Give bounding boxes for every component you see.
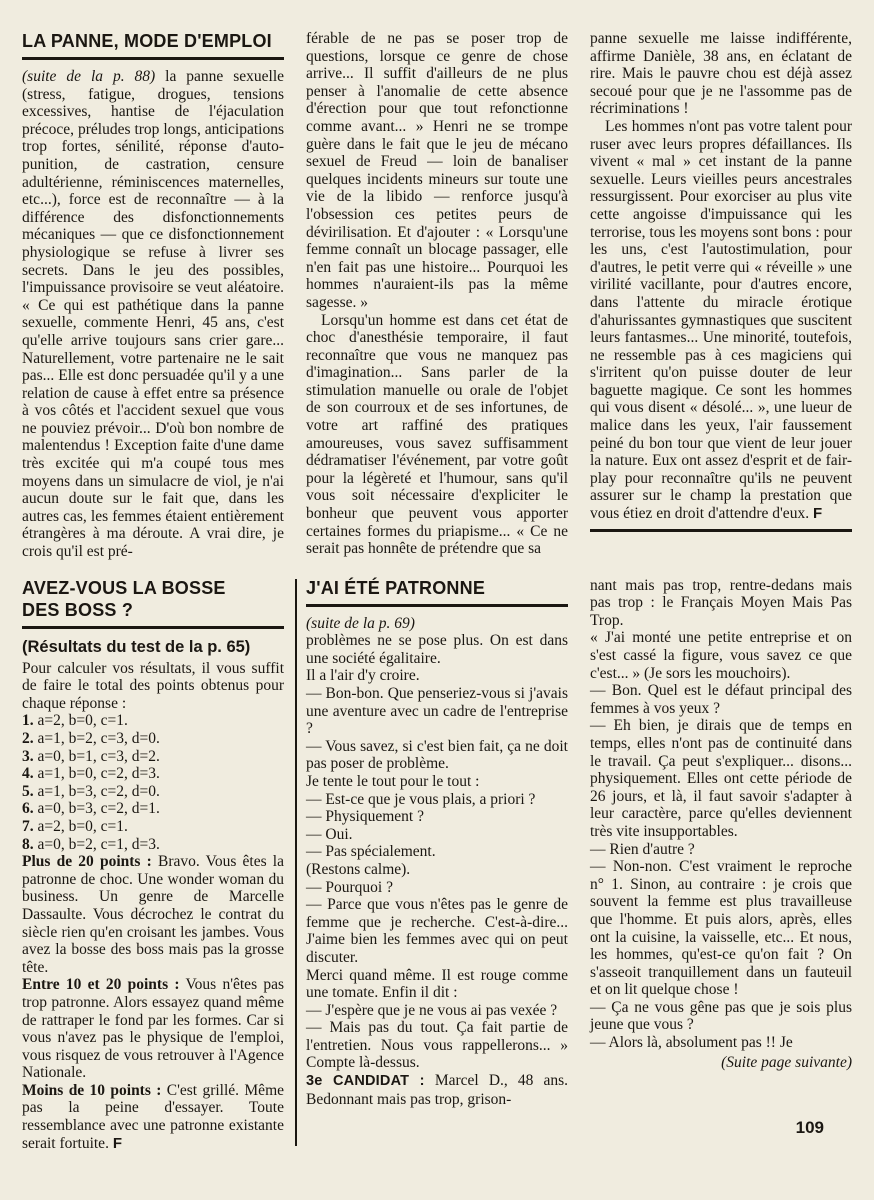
score-number: 2. bbox=[22, 730, 34, 747]
dialogue-line: Merci quand même. Il est rouge comme une tomate. Enfin il dit : bbox=[306, 966, 568, 1002]
bosse-headline-line1: AVEZ-VOUS LA BOSSE bbox=[22, 577, 226, 598]
dialogue-line: nant mais pas trop, rentre-dedans mais pas trop : le Français Moyen Mais Pas Trop. bbox=[590, 576, 852, 629]
score-values: a=2, b=0, c=1. bbox=[37, 712, 128, 730]
candidate-label: 3e CANDIDAT : bbox=[306, 1073, 425, 1090]
patronne-continuation-note: (suite de la p. 69) bbox=[306, 614, 415, 632]
score-number: 5. bbox=[22, 782, 34, 800]
result-label: Moins de 10 points : bbox=[22, 1081, 162, 1099]
dialogue-line: — Parce que vous n'êtes pas le genre de femme que je recherche. C'est-à-dire... J'aime bien les femmes avec qui on peut discuter. bbox=[306, 896, 568, 966]
panne-continuation-note: (suite de la p. 88) bbox=[22, 68, 156, 85]
dialogue-line: — Ça ne vous gêne pas que je sois plus jeune que vous ? bbox=[590, 998, 852, 1034]
dialogue-line: — Pourquoi ? bbox=[306, 878, 393, 896]
dialogue-line: — Rien d'autre ? bbox=[590, 840, 695, 858]
dialogue-line: — Eh bien, je dirais que de temps en temps, elles n'ont pas de continuité dans le travail. Ça peut s'expliquer... disons... physiquement. Elles ont cette période de 26 jours, et là, il faut savoir s'adapter à leur caractère, parce qu'elles deviennent très vite insupportables. bbox=[590, 717, 852, 840]
article-patronne-column-2 bbox=[590, 577, 852, 1153]
result-text: Vous n'êtes pas trop patronne. Alors essayez quand même de rattraper le fond par les formes. Car si vous n'avez pas le physique de l'emploi, vous risquez de vous retrouver à l'Agence Nationale. bbox=[22, 976, 284, 1082]
dialogue-line: — Vous savez, si c'est bien fait, ça ne doit pas poser de problème. bbox=[306, 737, 568, 773]
score-line-5 bbox=[22, 783, 284, 801]
score-line-1 bbox=[22, 712, 284, 730]
dialogue-line: — J'espère que je ne vous ai pas vexée ? bbox=[306, 1001, 558, 1019]
result-label: Entre 10 et 20 points : bbox=[22, 976, 180, 994]
dialogue-line: — Bon. Quel est le défaut principal des femmes à vos yeux ? bbox=[590, 682, 852, 717]
score-number: 1. bbox=[22, 712, 34, 730]
score-number: 3. bbox=[22, 747, 34, 765]
candidate-intro-line bbox=[306, 1072, 568, 1108]
dialogue-line: problèmes ne se pose plus. On est dans une société égalitaire. bbox=[306, 632, 568, 667]
panne-end-rule bbox=[590, 529, 852, 532]
score-line-2 bbox=[22, 730, 284, 748]
panne-column-3 bbox=[590, 30, 852, 561]
bosse-headline bbox=[22, 577, 284, 629]
bottom-section bbox=[22, 577, 852, 1153]
score-number: 6. bbox=[22, 800, 34, 818]
panne-headline bbox=[22, 30, 284, 60]
panne-col2-paragraph-2: Lorsqu'un homme est dans cet état de choc d'anesthésie temporaire, il faut reconnaître que vous ne manquez pas d'imagination... Sans parler de la stimulation manuelle ou orale de l'objet de son courroux et de ses infortunes, de votre art raffiné des pratiques amoureuses, vous savez suffisamment dédramatiser l'événement, par votre goût pour la légèreté et l'humour, sans qu'il vous soit nécessaire d'expliciter le bonheur que peuvent vous apporter certaines formes du priapisme... « Ce ne serait pas honnête de prétendre que sa bbox=[306, 311, 568, 558]
dialogue-line: « J'ai monté une petite entreprise et on s'est cassé la figure, vous savez ce que c'est... » (Je sors les mouchoirs). bbox=[590, 629, 852, 682]
result-10-20 bbox=[22, 976, 284, 1082]
score-values: a=1, b=3, c=2, d=0. bbox=[37, 782, 160, 800]
score-values: a=2, b=0, c=1. bbox=[37, 817, 128, 835]
article-bosse-des-boss bbox=[22, 577, 284, 1153]
score-line-7 bbox=[22, 818, 284, 836]
article-patronne-column-1 bbox=[306, 577, 568, 1153]
score-line-4 bbox=[22, 765, 284, 783]
bosse-end-mark: F bbox=[112, 1134, 122, 1152]
dialogue-line: — Alors là, absolument pas !! Je bbox=[590, 1034, 793, 1052]
bosse-subhead: (Résultats du test de la p. 65) bbox=[22, 637, 251, 656]
panne-col1-paragraph bbox=[22, 68, 284, 561]
result-label: Plus de 20 points : bbox=[22, 853, 152, 871]
panne-column-1 bbox=[22, 30, 284, 561]
score-values: a=1, b=0, c=2, d=3. bbox=[37, 765, 160, 783]
panne-col2-paragraph-1: férable de ne pas se poser trop de questions, lorsque ce genre de chose arrive... Il suffit d'ailleurs de ne plus penser à l'anomalie de cette absence d'érection pour que tout refonctionne comme avant... » Henri ne se trompe guère dans le fait que le jeu de mécano sexuel de Freud — loin de banaliser quelques incidents mineurs sur toute une vie de la libido — renforce jusqu'à l'obsession ces petites peurs de dévirilisation. Et d'ajouter : « Lorsqu'une femme connaît un blocage passager, elle n'en fait pas une histoire... Pourquoi les hommes n'auraient-ils pas la même sagesse. » bbox=[306, 30, 568, 311]
panne-headline-text: LA PANNE, MODE D'EMPLOI bbox=[22, 31, 272, 51]
dialogue-line: — Physiquement ? bbox=[306, 808, 424, 826]
article-la-panne bbox=[22, 30, 852, 561]
dialogue-line: — Est-ce que je vous plais, a priori ? bbox=[306, 790, 536, 808]
patronne-headline-text: J'AI ÉTÉ PATRONNE bbox=[306, 577, 486, 598]
panne-col3-paragraph-1: panne sexuelle me laisse indifférente, affirme Danièle, 38 ans, en éclatant de rire. Mais le pauvre chou est déjà assez secoué pour que je ne l'assomme pas de récriminations ! bbox=[590, 30, 852, 118]
bosse-intro: Pour calculer vos résultats, il vous suffit de faire le total des points obtenus pour chaque réponse : bbox=[22, 659, 284, 712]
panne-col1-text: la panne sexuelle (stress, fatigue, drogues, tensions excessives, hantise de l'éjaculation précoce, préludes trop longs, anticipations trop fortes, sénilité, réponse d'auto-punition, de castration, censure adultérienne, réminiscences maternelles, etc...), force est de reconnaître — à la différence des disfonctionnements mécaniques — que ce disfonctionnement physiologique se refuse à livrer ses secrets. Dans le jeu des possibles, l'impuissance provisoire se veut aléatoire. « Ce qui est pathétique dans la panne sexuelle, commente Henri, 45 ans, c'est qu'elle arrive toujours sans crier gare... Naturellement, votre partenaire ne le sait pas... Elle est donc persuadée qu'il y a une relation de cause à effet entre sa présence à vos côtés et l'accident sexuel que vous ne pouviez prévoir... D'où bon nombre de malentendus ! Exception faite d'une dame très excitée qui m'a coupé tous mes moyens dans un simulacre de viol, je n'ai aucun doute sur le fait que, dans les autres cas, les femmes étaient entièrement étrangères à ma déroute. A vrai dire, je crois qu'il est pré- bbox=[22, 68, 285, 561]
page-number: 109 bbox=[795, 1118, 824, 1138]
dialogue-line: Je tente le tout pour le tout : bbox=[306, 772, 480, 790]
score-line-8 bbox=[22, 836, 284, 854]
suite-note: (Suite page suivante) bbox=[721, 1053, 852, 1071]
panne-column-2 bbox=[306, 30, 568, 561]
column-divider bbox=[295, 579, 297, 1147]
dialogue-line: — Pas spécialement. bbox=[306, 843, 436, 861]
dialogue-line: — Bon-bon. Que penseriez-vous si j'avais une aventure avec un cadre de l'entreprise ? bbox=[306, 685, 568, 738]
bosse-headline-line2: DES BOSS ? bbox=[22, 599, 134, 620]
score-number: 4. bbox=[22, 765, 34, 783]
result-plus-20 bbox=[22, 853, 284, 976]
dialogue-line: — Oui. bbox=[306, 825, 353, 843]
panne-col3-paragraph-2 bbox=[590, 118, 852, 523]
score-number: 7. bbox=[22, 817, 34, 835]
result-moins-10 bbox=[22, 1082, 284, 1152]
result-text: C'est grillé. Même pas la peine d'essayer. Toute ressemblance avec une patronne existante serait fortuite. bbox=[22, 1081, 284, 1152]
score-line-6 bbox=[22, 800, 284, 818]
dialogue-line: — Mais pas du tout. Ça fait partie de l'entretien. Nous vous rappellerons... » Compte là-dessus. bbox=[306, 1019, 568, 1072]
dialogue-line: Il a l'air d'y croire. bbox=[306, 667, 420, 685]
score-values: a=0, b=2, c=1, d=3. bbox=[37, 835, 160, 853]
candidate-description: Marcel D., 48 ans. Bedonnant mais pas trop, grison- bbox=[306, 1072, 569, 1108]
score-values: a=1, b=2, c=3, d=0. bbox=[37, 730, 160, 747]
score-values: a=0, b=3, c=2, d=1. bbox=[37, 800, 160, 818]
score-values: a=0, b=1, c=3, d=2. bbox=[37, 747, 160, 765]
patronne-headline bbox=[306, 577, 568, 607]
panne-col3-text: Les hommes n'ont pas votre talent pour ruser avec leurs propres défaillances. Ils vivent « mal » cet instant de la panne sexuelle. Leurs vieilles peurs ancestrales ressurgissent. Pour exorciser au plus vite cette angoisse d'impuissance qui les terrorise, tous les moyens sont bons : pour les uns, c'est l'autostimulation, pour d'autres, le petit verre qui « réveille » une virilité vacillante, pour d'autres encore, dans l'attente du miracle érotique d'ahurissantes gymnastiques que suscitent leurs fantasmes... Une minorité, toutefois, ne ressemble pas à ces magiciens qui s'irritent qu'on puisse douter de leur baguette magique. Ce sont les hommes qui vous disent « désolé... », une lueur de malice dans les yeux, l'air faussement peiné du bon tour que vient de leur jouer la nature. Eux ont assez d'esprit et de fair-play pour reconnaître qu'ils ne peuvent assurer sur le champ la prestation que vous étiez en droit d'attendre d'eux. bbox=[590, 117, 852, 523]
result-text: Bravo. Vous êtes la patronne de choc. Une wonder woman du business. Un genre de Marcelle Dassaulte. Vous décrochez le contrat du siècle rien qu'en croisant les jambes. Vous avez la bosse des boss mais pas la grosse tête. bbox=[22, 853, 284, 976]
score-line-3 bbox=[22, 748, 284, 766]
dialogue-line: — Non-non. C'est vraiment le reproche n° 1. Sinon, au contraire : je crois que souvent la femme est plus travailleuse que l'homme. Et puis alors, après, elles ont la cuisine, la vaisselle, etc... Et nous, les hommes, qu'est-ce qu'on fait ? On s'asseoit tranquillement dans un fauteuil et on lit quelque chose ! bbox=[590, 858, 852, 999]
dialogue-line: (Restons calme). bbox=[306, 860, 411, 878]
panne-end-mark: F bbox=[812, 505, 823, 523]
score-number: 8. bbox=[22, 835, 34, 853]
